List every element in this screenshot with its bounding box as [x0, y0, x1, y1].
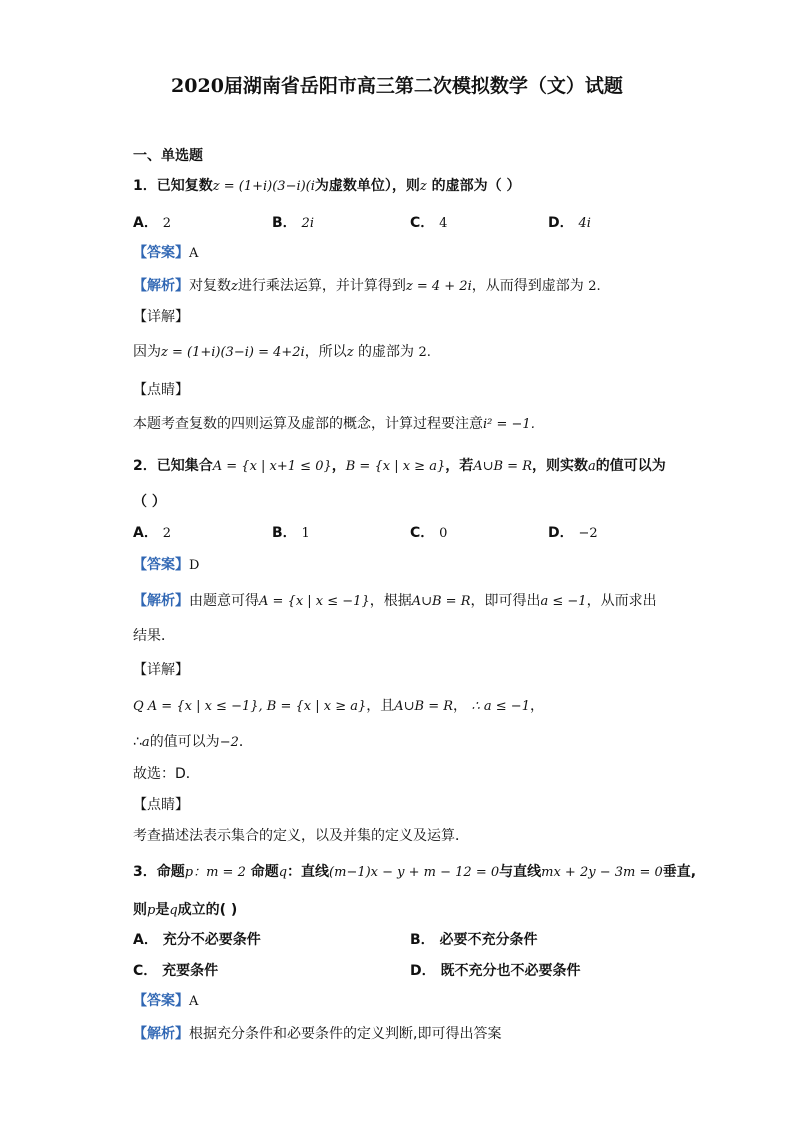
q2-point-tag: 【点睛】: [133, 797, 189, 813]
q1-variable: z: [419, 179, 427, 194]
q1-point-tag: 【点睛】: [133, 382, 189, 398]
q1-point: 本题考查复数的四则运算及虚部的概念，计算过程要注意i² = −1.: [133, 416, 535, 432]
q1-option-c: C． 4: [410, 215, 448, 231]
q3-analysis: 【解析】根据充分条件和必要条件的定义判断,即可得出答案: [133, 1026, 502, 1042]
q2-option-a: A． 2: [133, 525, 171, 541]
q2-point: 考查描述法表示集合的定义，以及并集的定义及运算．: [133, 828, 469, 844]
question-3-stem: 3．命题p：m = 2 命题q：直线(m−1)x − y + m − 12 = 0与直线mx + 2y − 3m = 0垂直,: [133, 864, 697, 880]
q3-option-c: C． 充要条件: [133, 963, 219, 979]
q1-mid: 为虚数单位），则: [314, 178, 420, 194]
q2-analysis: 【解析】由题意可得A = {x | x ≤ −1}，根据A∪B = R，即可得出a ≤ −1，从而求出: [133, 593, 657, 609]
q2-answer: 【答案】D: [133, 557, 200, 573]
q3-option-a: A． 充分不必要条件: [133, 932, 261, 948]
q2-detail-line-1: Q A = {x | x ≤ −1}, B = {x | x ≥ a}，且A∪B = R， ∴ a ≤ −1，: [133, 698, 544, 714]
q1-detail-tag: 【详解】: [133, 309, 189, 325]
q3-option-b: B． 必要不充分条件: [410, 932, 538, 948]
question-2-paren: （ ）: [133, 494, 166, 510]
page-title: 2020届湖南省岳阳市高三第二次模拟数学（文）试题: [171, 75, 623, 97]
answer-tag: 【答案】: [133, 245, 189, 261]
q2-analysis-cont: 结果．: [133, 628, 175, 644]
q1-detail: 因为z = (1+i)(3−i) = 4+2i，所以z 的虚部为 2.: [133, 344, 431, 360]
q2-option-d: D． −2: [548, 525, 598, 541]
q1-analysis: 【解析】对复数z进行乘法运算，并计算得到z = 4 + 2i，从而得到虚部为 2.: [133, 278, 601, 294]
q2-choose: 故选：D．: [133, 766, 200, 782]
q1-option-d: D． 4i: [548, 215, 591, 231]
q1-tail: 的虚部为（ ）: [426, 178, 521, 194]
q3-option-d: D． 既不充分也不必要条件: [410, 963, 581, 979]
q1-expression: z = (1+i)(3−i)(i: [212, 179, 315, 194]
section-heading: 一、单选题: [133, 148, 203, 164]
q1-option-b: B． 2i: [272, 215, 314, 231]
q1-lead: 1．已知复数: [133, 178, 213, 194]
q2-option-b: B． 1: [272, 525, 310, 541]
q1-option-a: A． 2: [133, 215, 171, 231]
q2-option-c: C． 0: [410, 525, 448, 541]
analysis-tag: 【解析】: [133, 278, 189, 294]
q2-detail-line-2: ∴a的值可以为−2．: [133, 734, 253, 750]
question-1-stem: [133, 176, 521, 197]
q2-detail-tag: 【详解】: [133, 662, 189, 678]
question-3-stem-cont: 则p是q成立的( ): [133, 902, 238, 918]
q3-answer: 【答案】A: [133, 993, 199, 1009]
question-2-stem: 2．已知集合A = {x | x+1 ≤ 0}，B = {x | x ≥ a}，若A∪B = R，则实数a的值可以为: [133, 458, 666, 474]
q1-answer: 【答案】A: [133, 245, 199, 261]
